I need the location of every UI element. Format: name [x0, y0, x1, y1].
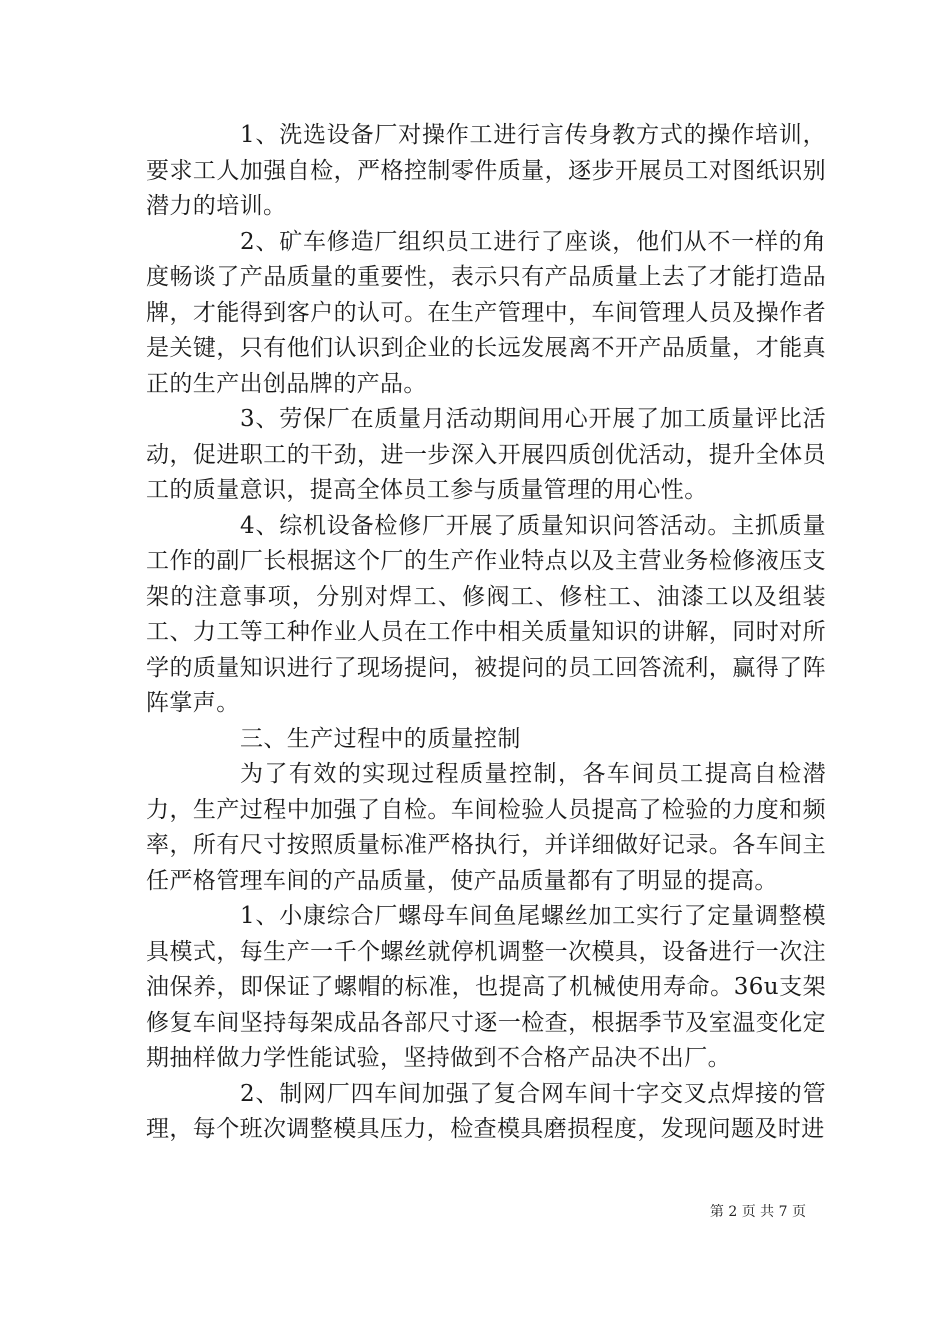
paragraph-item-1: 1、洗选设备厂对操作工进行言传身教方式的操作培训，要求工人加强自检，严格控制零件质量，逐步开展员工对图纸识别潜力的培训。 [146, 122, 826, 219]
paragraph-process-1: 1、小康综合厂螺母车间鱼尾螺丝加工实行了定量调整模具模式，每生产一千个螺丝就停机调整一次模具，设备进行一次注油保养，即保证了螺帽的标准，也提高了机械使用寿命。36u支架修复车间坚持每架成品各部尺寸逐一检查，根据季节及室温变化定期抽样做力学性能试验，坚持做到不合格产品决不出厂。 [146, 903, 826, 1071]
paragraph-process-2: 2、制网厂四车间加强了复合网车间十字交叉点焊接的管理，每个班次调整模具压力，检查模具磨损程度，发现问题及时进 [146, 1080, 826, 1142]
paragraph-intro: 为了有效的实现过程质量控制，各车间员工提高自检潜力，生产过程中加强了自检。车间检验人员提高了检验的力度和频率，所有尺寸按照质量标准严格执行，并详细做好记录。各车间主任严格管理车间的产品质量，使产品质量都有了明显的提高。 [146, 761, 826, 894]
paragraph-item-2: 2、矿车修造厂组织员工进行了座谈，他们从不一样的角度畅谈了产品质量的重要性，表示只有产品质量上去了才能打造品牌，才能得到客户的认可。在生产管理中，车间管理人员及操作者是关键，只有他们认识到企业的长远发展离不开产品质量，才能真正的生产出创品牌的产品。 [146, 228, 826, 397]
page-number: 第 2 页 共 7 页 [709, 1204, 806, 1220]
paragraph-item-3: 3、劳保厂在质量月活动期间用心开展了加工质量评比活动，促进职工的干劲，进一步深入开展四质创优活动，提升全体员工的质量意识，提高全体员工参与质量管理的用心性。 [146, 406, 826, 503]
section-heading: 三、生产过程中的质量控制 [240, 725, 521, 752]
paragraph-item-4: 4、综机设备检修厂开展了质量知识问答活动。主抓质量工作的副厂长根据这个厂的生产作业特点以及主营业务检修液压支架的注意事项，分别对焊工、修阀工、修柱工、油漆工以及组装工、力工等工种作业人员在工作中相关质量知识的讲解，同时对所学的质量知识进行了现场提问，被提问的员工回答流利，赢得了阵阵掌声。 [146, 512, 826, 716]
document-body [146, 118, 826, 1148]
